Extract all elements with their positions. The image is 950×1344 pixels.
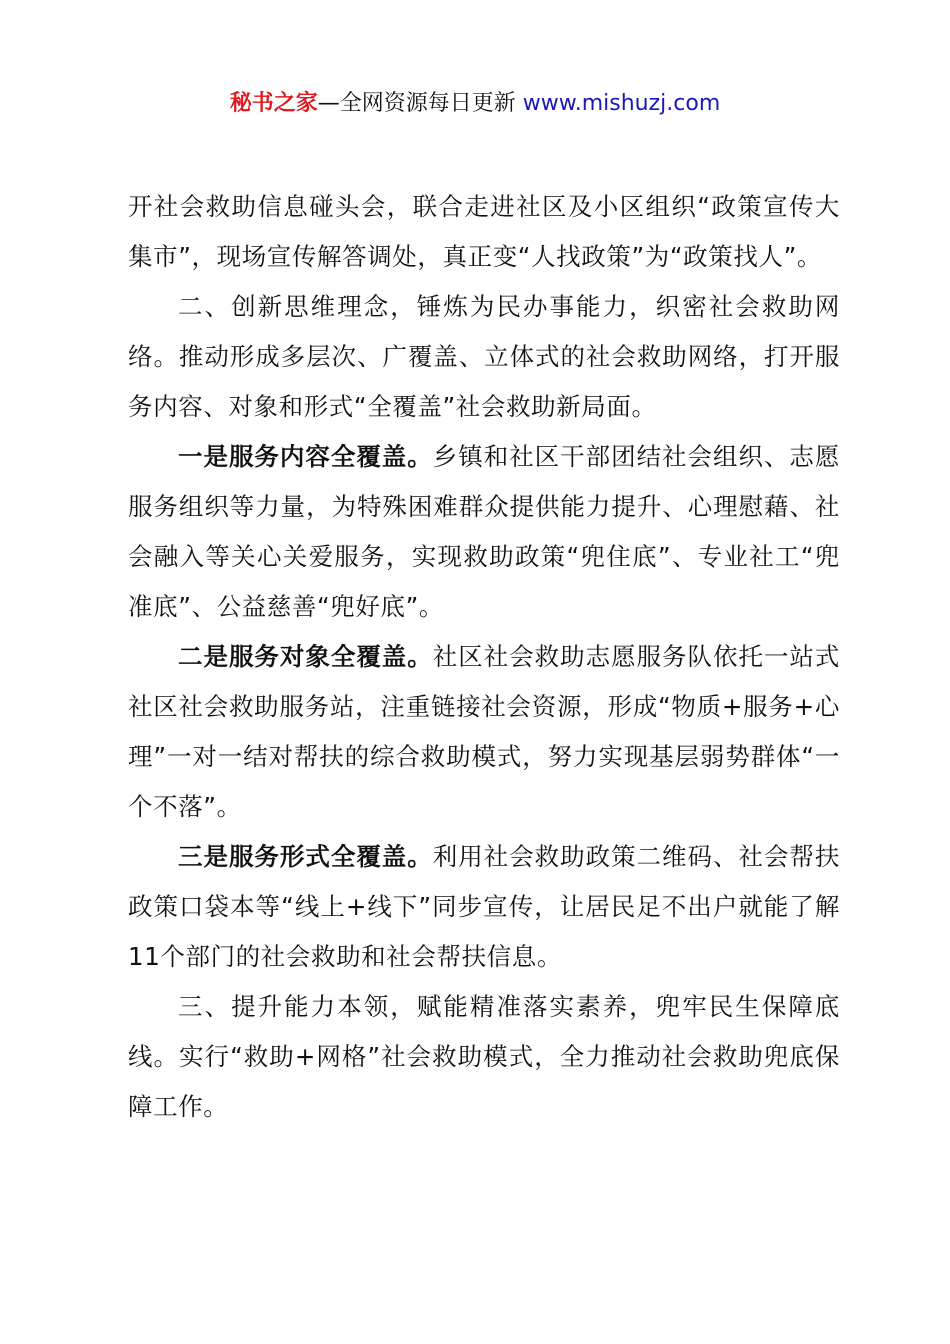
header-slogan: —全网资源每日更新	[317, 91, 523, 116]
paragraph-text: 利用社会救助政策二维码、社会帮扶政策口袋本等“线上+线下”同步宣传，让居民足不出户就能了解11个部门的社会救助和社会帮扶信息。	[128, 842, 840, 971]
paragraph-text: 二、创新思维理念，锤炼为民办事能力，织密社会救助网络。推动形成多层次、广覆盖、立体式的社会救助网络，打开服务内容、对象和形式“全覆盖”社会救助新局面。	[128, 292, 840, 421]
paragraph-form-coverage	[128, 832, 840, 982]
header-brand: 秘书之家	[229, 91, 318, 116]
paragraph-lead: 三是服务形式全覆盖。	[178, 842, 433, 871]
paragraph-lead: 二是服务对象全覆盖。	[178, 642, 433, 671]
header-url[interactable]: www.mishuzj.com	[522, 91, 721, 116]
paragraph-text: 开社会救助信息碰头会，联合走进社区及小区组织“政策宣传大集市”，现场宣传解答调处，真正变“人找政策”为“政策找人”。	[128, 192, 840, 271]
paragraph-lead: 一是服务内容全覆盖。	[178, 442, 433, 471]
paragraph-text: 社区社会救助志愿服务队依托一站式社区社会救助服务站，注重链接社会资源，形成“物质+服务+心理”一对一结对帮扶的综合救助模式，努力实现基层弱势群体“一个不落”。	[128, 642, 840, 821]
page-header	[0, 86, 950, 122]
document-body	[128, 182, 840, 1132]
paragraph-section-two	[128, 282, 840, 432]
paragraph-target-coverage	[128, 632, 840, 832]
paragraph-text: 三、提升能力本领，赋能精准落实素养，兜牢民生保障底线。实行“救助+网格”社会救助模式，全力推动社会救助兜底保障工作。	[128, 992, 840, 1121]
paragraph-text: 乡镇和社区干部团结社会组织、志愿服务组织等力量，为特殊困难群众提供能力提升、心理慰藉、社会融入等关心关爱服务，实现救助政策“兜住底”、专业社工“兜准底”、公益慈善“兜好底”。	[128, 442, 840, 621]
paragraph-content-coverage	[128, 432, 840, 632]
paragraph-continuation	[128, 182, 840, 282]
paragraph-section-three	[128, 982, 840, 1132]
